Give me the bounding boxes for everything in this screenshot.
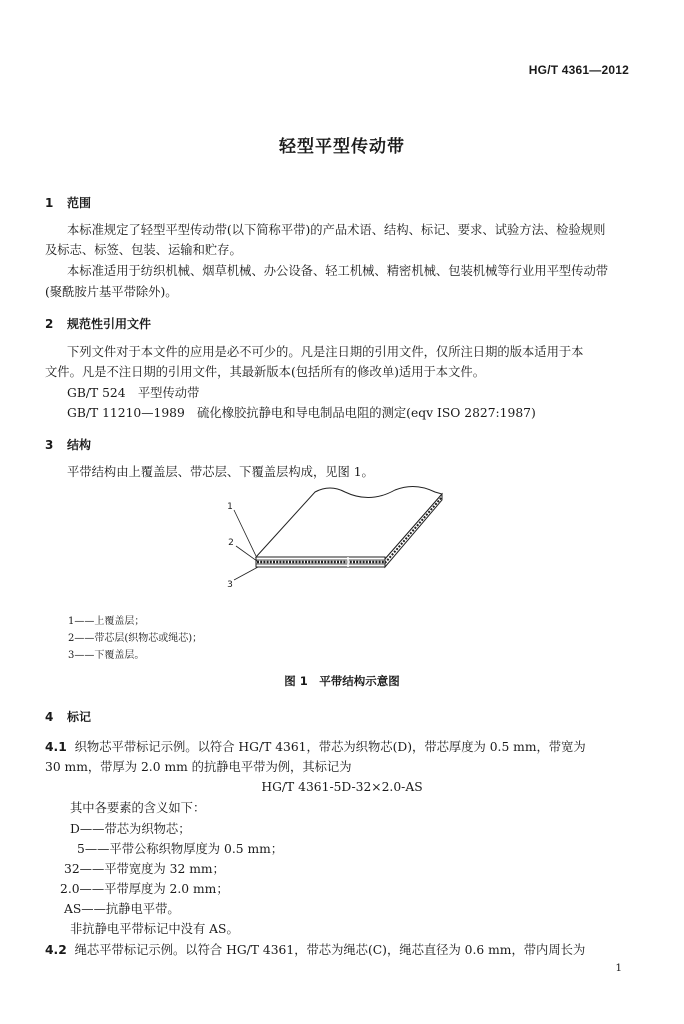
- structure-text: 平带结构由上覆盖层、带芯层、下覆盖层构成，见图 1。: [67, 465, 374, 479]
- meaning-item: 2.0——平带厚度为 2.0 mm；: [60, 882, 229, 896]
- figure-legend-item: 1——上覆盖层；: [68, 616, 145, 627]
- marking-example: HG/T 4361-5D-32×2.0-AS: [261, 780, 423, 794]
- clause-number: 4.2: [45, 943, 67, 957]
- scope-paragraph-2-line-2: (聚酰胺片基平带除外)。: [45, 285, 178, 299]
- section-title: 范围: [67, 196, 92, 210]
- figure-label-2: 2: [228, 538, 234, 548]
- document-title: 轻型平型传动带: [279, 137, 405, 157]
- figure-caption: 图 1 平带结构示意图: [284, 674, 400, 688]
- refs-intro-line-1: 下列文件对于本文件的应用是必不可少的。凡是注日期的引用文件，仅所注日期的版本适用于本: [67, 345, 584, 359]
- meaning-intro: 其中各要素的含义如下：: [70, 801, 206, 815]
- clause-4-1-line-1: [45, 739, 586, 755]
- refs-intro-line-2: 文件。凡是不注日期的引用文件，其最新版本(包括所有的修改单)适用于本文件。: [45, 365, 485, 379]
- standard-number: HG/T 4361—2012: [528, 63, 629, 77]
- meaning-item: 32——平带宽度为 32 mm；: [64, 862, 225, 876]
- meaning-item: D——带芯为织物芯；: [70, 822, 191, 836]
- clause-4-1-line-2: 30 mm，带厚为 2.0 mm 的抗静电平带为例，其标记为: [45, 760, 352, 774]
- section-3-heading: [45, 436, 91, 453]
- figure-label-1: 1: [227, 502, 233, 512]
- scope-paragraph-2-line-1: 本标准适用于纺织机械、烟草机械、办公设备、轻工机械、精密机械、包装机械等行业用平型传动带: [67, 264, 609, 278]
- section-2-heading: [45, 315, 151, 332]
- marking-note: 非抗静电平带标记中没有 AS。: [70, 922, 239, 936]
- page-number: 1: [615, 962, 622, 974]
- section-number: 3: [45, 438, 54, 452]
- section-number: 4: [45, 710, 54, 724]
- reference-item: GB/T 524 平型传动带: [67, 386, 200, 400]
- section-number: 1: [45, 196, 54, 210]
- belt-cross-section: [256, 557, 385, 567]
- leader-line-3: [234, 567, 258, 580]
- section-1-heading: [45, 194, 91, 211]
- section-title: 规范性引用文件: [67, 317, 152, 331]
- leader-line-2: [236, 546, 257, 561]
- clause-text: 绳芯平带标记示例。以符合 HG/T 4361，带芯为绳芯(C)，绳芯直径为 0.6 mm，带内周长为: [74, 943, 586, 957]
- section-title: 标记: [67, 710, 92, 724]
- clause-text: 织物芯平带标记示例。以符合 HG/T 4361，带芯为织物芯(D)，带芯厚度为 0.5 mm，带宽为: [74, 740, 586, 754]
- clause-number: 4.1: [45, 740, 67, 754]
- figure-label-3: 3: [227, 580, 233, 590]
- clause-4-2-line-1: [45, 942, 585, 958]
- figure-legend-item: 3——下覆盖层。: [68, 650, 145, 661]
- reference-item: GB/T 11210—1989 硫化橡胶抗静电和导电制品电阻的测定(eqv ISO 2827:1987): [67, 406, 536, 420]
- scope-paragraph-1-line-2: 及标志、标签、包装、运输和贮存。: [45, 243, 242, 257]
- figure-legend-item: 2——带芯层(织物芯或绳芯)；: [68, 633, 203, 644]
- flat-belt-structure-figure: [220, 482, 460, 597]
- scope-paragraph-1-line-1: 本标准规定了轻型平型传动带(以下简称平带)的产品术语、结构、标记、要求、试验方法、检验规则: [67, 223, 606, 237]
- leader-line-1: [234, 510, 256, 556]
- meaning-item: AS——抗静电平带。: [64, 902, 180, 916]
- section-number: 2: [45, 317, 54, 331]
- section-title: 结构: [67, 438, 92, 452]
- section-4-heading: [45, 708, 91, 725]
- meaning-item: 5——平带公称织物厚度为 0.5 mm；: [77, 842, 284, 856]
- belt-top-surface: [256, 486, 442, 559]
